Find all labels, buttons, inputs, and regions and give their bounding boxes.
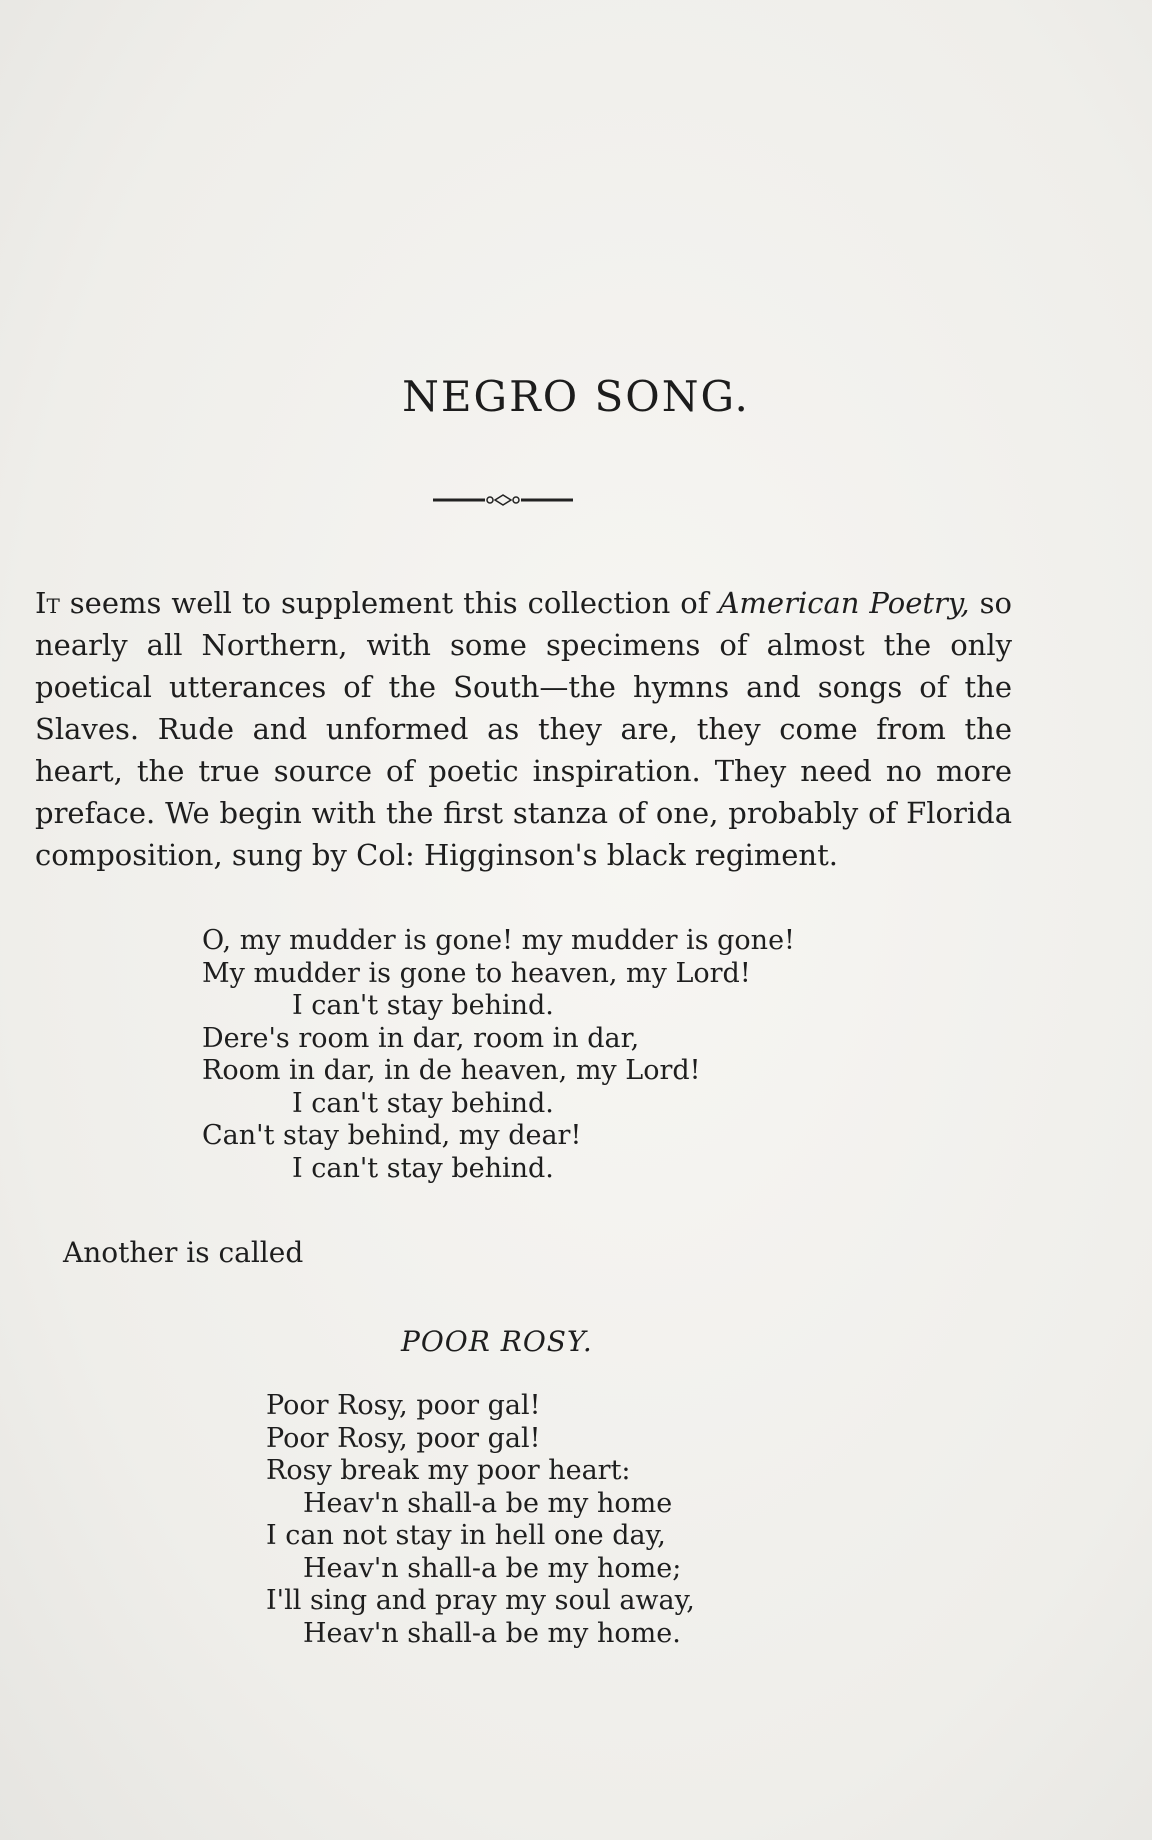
- intro-text-2: so nearly all Northern, with some specimens of almost the only poetical utterances of the South—the hymns and songs of the Slaves. Rude and unformed as they are, they come from the heart, the true source of poetic inspiration. They need no more preface. We begin with the first stanza of one, probably of Florida composition, sung by Col: Higginson's black regiment.: [35, 586, 1012, 872]
- intro-lead: It: [35, 586, 60, 620]
- verse-poor-rosy: [266, 1390, 695, 1650]
- verse-line: Room in dar, in de heaven, my Lord!: [202, 1055, 701, 1086]
- verse-line: Heav'n shall-a be my home.: [303, 1617, 681, 1649]
- verse-line: O, my mudder is gone! my mudder is gone!: [202, 925, 795, 956]
- page-title: NEGRO SONG.: [402, 372, 750, 421]
- verse-line: I can't stay behind.: [292, 1087, 554, 1119]
- verse-line: I can't stay behind.: [292, 990, 554, 1021]
- verse-line: My mudder is gone to heaven, my Lord!: [202, 957, 751, 989]
- verse-line: I can not stay in hell one day,: [266, 1520, 666, 1551]
- intro-italic-title: American Poetry,: [718, 586, 970, 620]
- verse-line: Rosy break my poor heart:: [266, 1455, 631, 1486]
- intro-paragraph: [35, 582, 1012, 876]
- verse-line: Heav'n shall-a be my home;: [303, 1552, 682, 1584]
- another-is-called: Another is called: [63, 1236, 304, 1269]
- poem-title: POOR ROSY.: [401, 1325, 593, 1358]
- verse-line: Can't stay behind, my dear!: [202, 1120, 582, 1151]
- intro-text-1: seems well to supplement this collection of: [59, 586, 719, 620]
- verse-mudder-is-gone: [202, 925, 795, 1185]
- verse-line: Poor Rosy, poor gal!: [266, 1422, 541, 1454]
- verse-line: Poor Rosy, poor gal!: [266, 1390, 541, 1421]
- ornament-divider: [433, 492, 573, 508]
- verse-line: I can't stay behind.: [292, 1152, 554, 1184]
- verse-line: Dere's room in dar, room in dar,: [202, 1022, 640, 1054]
- verse-line: I'll sing and pray my soul away,: [266, 1585, 695, 1616]
- verse-line: Heav'n shall-a be my home: [303, 1487, 673, 1519]
